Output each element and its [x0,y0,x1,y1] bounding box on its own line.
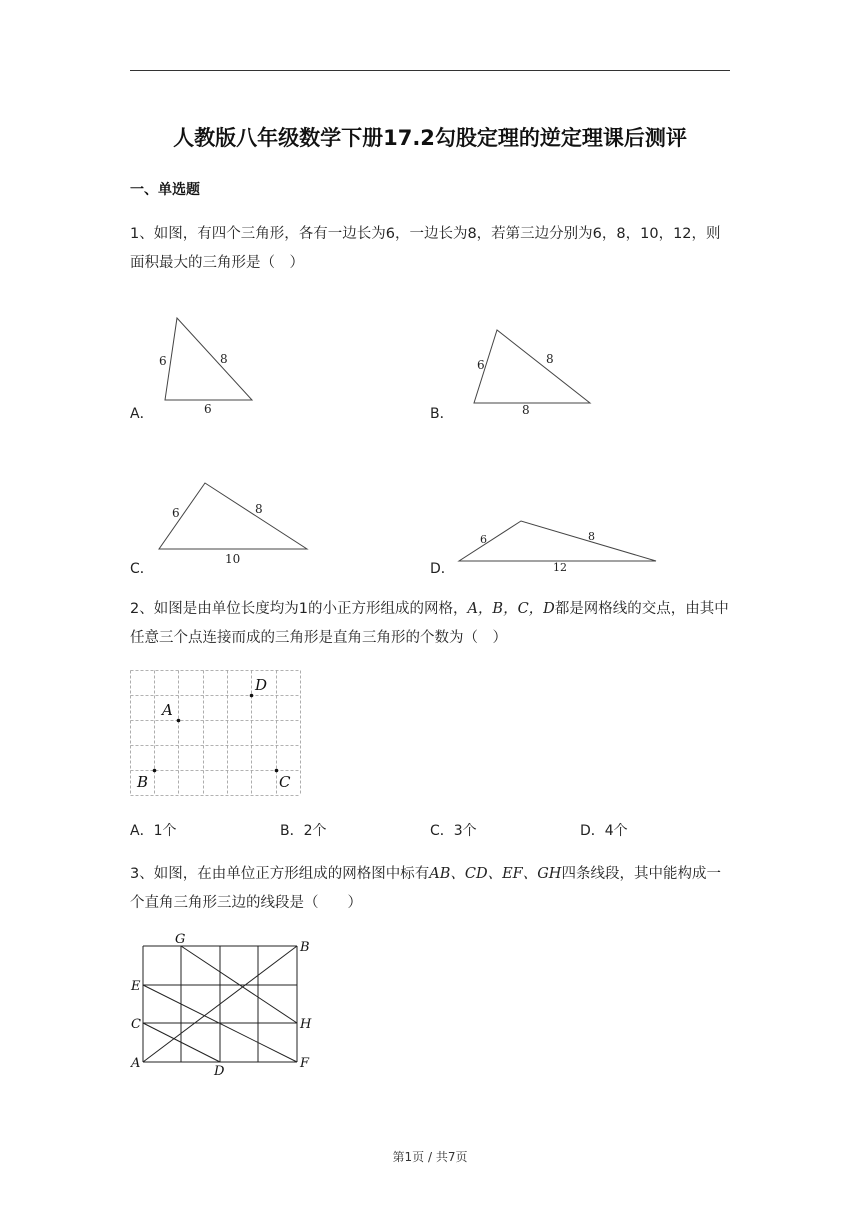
point-d [250,694,254,698]
point-g-label: G [175,932,186,947]
point-c-label: C [279,773,291,791]
grid-figure-q2 [130,670,302,798]
q1-option-a[interactable]: A． [130,406,154,422]
point-f-label: F [300,1056,310,1071]
triangle-b-side-bottom: 8 [522,403,530,417]
q1-option-c[interactable]: C． [130,561,154,577]
q2-option-c[interactable]: C．3个 [430,823,477,839]
header-rule [130,70,730,71]
triangle-d-side-left: 6 [480,533,487,546]
point-d-label: D [255,676,268,694]
triangle-d-figure [455,516,660,572]
point-b3-label: B [300,940,310,955]
q2-option-d[interactable]: D．4个 [580,823,628,839]
question-1-text: 1、如图，有四个三角形，各有一边长为6，一边长为8，若第三边分别为6，8，10，12，则面积最大的三角形是（ ） [130,226,721,271]
question-3-text: 3、如图，在由单位正方形组成的网格图中标有AB、CD、EF、GH四条线段，其中能构成一个直角三角形三边的线段是（ ） [130,866,721,911]
triangle-a-side-right: 8 [220,352,228,366]
page-footer: 第1页 / 共7页 [392,1150,468,1164]
triangle-a-side-bottom: 6 [204,402,212,416]
point-b-label: B [137,773,149,791]
q1-option-d[interactable]: D． [430,561,455,577]
triangle-d-side-right: 8 [588,530,595,543]
point-a [177,719,181,723]
q2-option-a[interactable]: A．1个 [130,823,177,839]
point-d3-label: D [214,1064,225,1079]
section-heading: 一、单选题 [130,182,200,198]
question-2-text: 2、如图是由单位长度均为1的小正方形组成的网格，A，B，C，D都是网格线的交点，由其中任意三个点连接而成的三角形是直角三角形的个数为（ ） [130,601,729,646]
triangle-b-figure [470,325,595,417]
triangle-c-figure [155,478,315,570]
triangle-b-side-left: 6 [477,358,485,372]
point-c3-label: C [131,1017,141,1032]
page-title: 人教版八年级数学下册17.2勾股定理的逆定理课后测评 [173,126,687,150]
point-e-label: E [131,979,141,994]
triangle-c-side-left: 6 [172,506,180,520]
triangle-a-side-left: 6 [159,354,167,368]
point-c [275,769,279,773]
triangle-a-figure [150,312,260,417]
triangle-d-side-bottom: 12 [553,561,567,574]
point-a3-label: A [131,1056,141,1071]
point-a-label: A [162,701,173,719]
grid-figure-q3 [128,930,318,1080]
point-h-label: H [300,1017,312,1032]
point-b [153,769,157,773]
triangle-b-side-right: 8 [546,352,554,366]
q2-option-b[interactable]: B．2个 [280,823,327,839]
triangle-c-side-right: 8 [255,502,263,516]
q1-option-b[interactable]: B． [430,406,454,422]
triangle-c-side-bottom: 10 [225,552,241,566]
